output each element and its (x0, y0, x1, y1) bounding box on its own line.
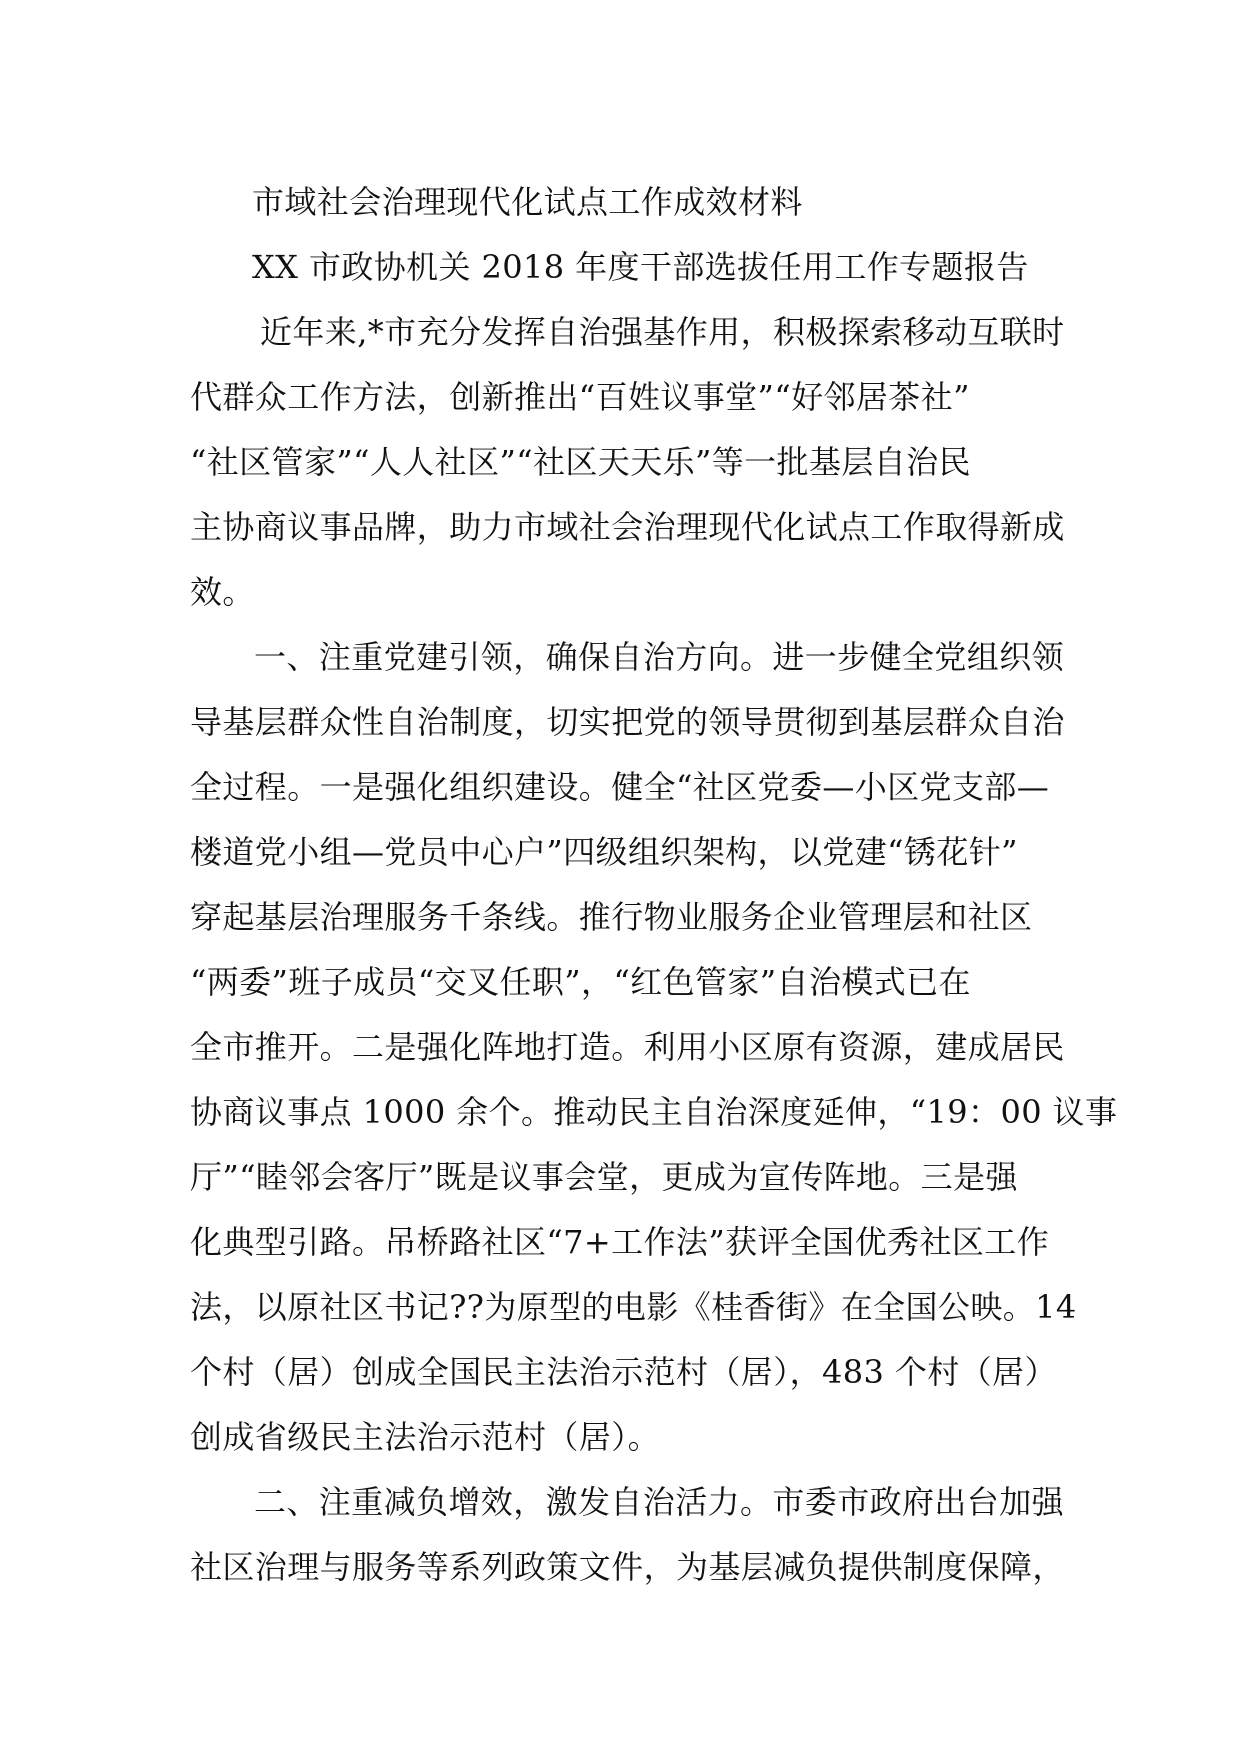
paragraph-line: 厅”“睦邻会客厅”既是议事会堂，更成为宣传阵地。三是强 (190, 1158, 1018, 1196)
paragraph-line: 导基层群众性自治制度，切实把党的领导贯彻到基层群众自治 (190, 703, 1065, 741)
document-title: 市域社会治理现代化试点工作成效材料 (252, 183, 803, 221)
paragraph-line: 近年来,*市充分发挥自治强基作用，积极探索移动互联时 (260, 313, 1065, 351)
paragraph-line: 穿起基层治理服务千条线。推行物业服务企业管理层和社区 (190, 898, 1033, 936)
paragraph-line: 法，以原社区书记??为原型的电影《桂香街》在全国公映。14 (190, 1288, 1077, 1326)
paragraph-line: 化典型引路。吊桥路社区“7+工作法”获评全国优秀社区工作 (190, 1223, 1050, 1261)
paragraph-line: 创成省级民主法治示范村（居）。 (190, 1418, 661, 1456)
paragraph-line: 全过程。一是强化组织建设。健全“社区党委—小区党支部— (190, 768, 1050, 806)
paragraph-line: 代群众工作方法，创新推出“百姓议事堂”“好邻居茶社” (190, 378, 970, 416)
document-body (190, 170, 1118, 1600)
paragraph-line: 社区治理与服务等系列政策文件，为基层减负提供制度保障， (190, 1548, 1065, 1586)
paragraph-line: 二、注重减负增效，激发自治活力。市委市政府出台加强 (254, 1483, 1065, 1521)
paragraph-line: “社区管家”“人人社区”“社区天天乐”等一批基层自治民 (190, 443, 971, 481)
paragraph-line: 主协商议事品牌，助力市域社会治理现代化试点工作取得新成 (190, 508, 1065, 546)
paragraph-line: 个村（居）创成全国民主法治示范村（居），483 个村（居） (190, 1353, 1057, 1391)
document-subtitle: XX 市政协机关 2018 年度干部选拔任用工作专题报告 (252, 248, 1029, 286)
paragraph-line: 一、注重党建引领，确保自治方向。进一步健全党组织领 (254, 638, 1065, 676)
paragraph-line: 全市推开。二是强化阵地打造。利用小区原有资源，建成居民 (190, 1028, 1065, 1066)
paragraph-line: 协商议事点 1000 余个。推动民主自治深度延伸，“19：00 议事 (190, 1093, 1118, 1131)
paragraph-line: 楼道党小组—党员中心户”四级组织架构，以党建“锈花针” (190, 833, 1018, 871)
paragraph-line: 效。 (190, 573, 255, 611)
paragraph-line: “两委”班子成员“交叉任职”，“红色管家”自治模式已在 (190, 963, 971, 1001)
